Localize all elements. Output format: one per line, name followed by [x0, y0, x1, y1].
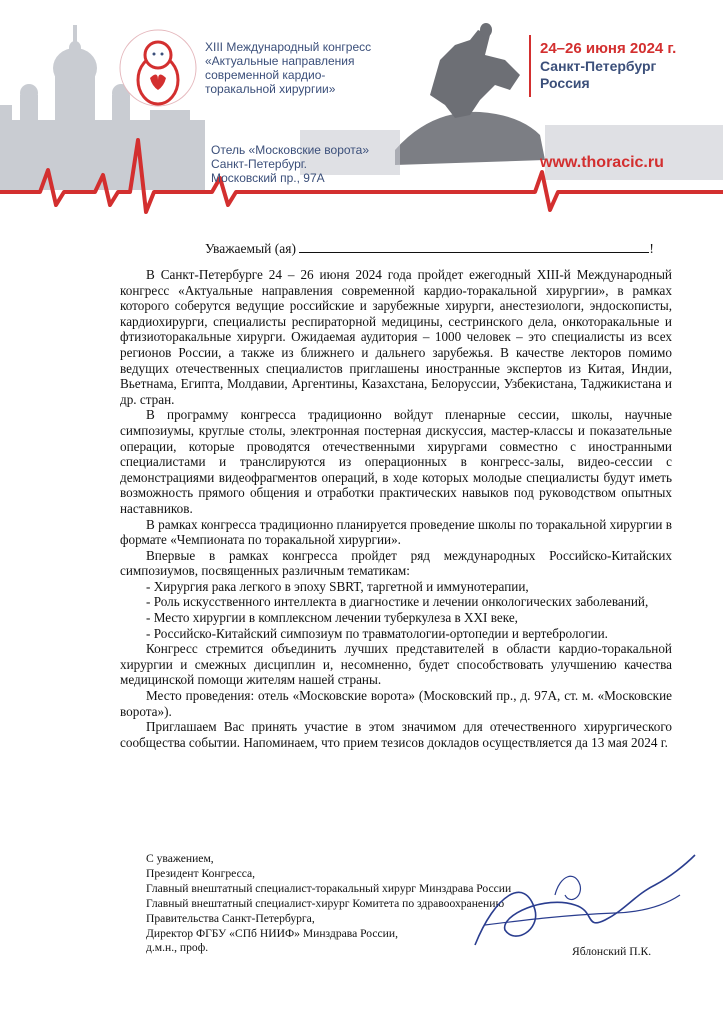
signature-line: Главный внештатный специалист-торакальный хирург Минздрава России: [146, 881, 512, 895]
congress-country: Россия: [540, 75, 590, 91]
paragraph: Место проведения: отель «Московские ворота» (Московский пр., д. 97А, ст. м. «Московские ворота»).: [120, 688, 672, 719]
congress-title-line: торакальной хирургии»: [205, 82, 336, 96]
signature-line: С уважением,: [146, 852, 214, 865]
list-item: - Российско-Китайский симпозиум по травматологии-ортопедии и вертебрологии.: [146, 625, 608, 641]
list-item: - Хирургия рака легкого в эпоху SBRT, таргетной и иммунотерапии,: [146, 578, 529, 594]
list-item: - Место хирургии в комплексном лечении туберкулеза в XXI веке,: [146, 610, 518, 626]
signature-line: Главный внештатный специалист-хирург Комитета по здравоохранению: [146, 896, 505, 910]
congress-title: [205, 40, 435, 96]
venue-line: Санкт-Петербург.: [211, 157, 307, 171]
greeting-prefix: Уважаемый (ая): [205, 241, 296, 256]
letter-body: [120, 267, 672, 750]
paragraph: В Санкт-Петербурге 24 – 26 июня 2024 года пройдет ежегодный XIII-й Международный конгресс «Актуальные направления современной кардио-торакальной хирургии», в рамках которого соберутся ведущие российские и зарубежные хирурги, анестезиологи, эндоскописты, кардиохирурги, специалисты респираторной медицины, сестринского дела, онкоторакальные и фтизиоторакальные хирурги. Ожидаемая аудитория – 1000 человек – это специалисты из всех регионов России, а также из ближнего и дальнего зарубежья. В качестве лекторов помимо ведущих отечественных специалистов приглашены иностранные экспертов из Китая, Индии, Вьетнама, Египта, Молдавии, Аргентины, Казахстана, Белоруссии, Узбекистана, Таджикистана и др. стран.: [120, 267, 672, 407]
signature-line: д.м.н., проф.: [146, 941, 209, 955]
matryoshka-logo-icon: [120, 30, 196, 106]
signature-line: Правительства Санкт-Петербурга,: [146, 911, 315, 925]
list-item: - Роль искусственного интеллекта в диагностике и лечении онкологических заболеваний,: [146, 594, 649, 610]
congress-title-line: современной кардио-: [205, 68, 326, 82]
paragraph: В программу конгресса традиционно войдут пленарные сессии, школы, научные симпозиумы, круглые столы, электронная постерная дискуссия, мастер-классы и показательные операции, которые проводятся отечественными хирургами совместно с иностранными специалистами и транслируются из операционных в конгресс-залы, видео-сессии с демонстрациями видеофрагментов операций, в ходе которых молодые специалисты будут иметь возможность прямого общения и отработки практических навыков под руководством опытных наставников.: [120, 407, 672, 516]
venue-line: Отель «Московские ворота»: [211, 143, 370, 157]
greeting-suffix: !: [649, 241, 654, 256]
paragraph: Приглашаем Вас принять участие в этом значимом для отечественного хирургического сообщества событии. Напоминаем, что прием тезисов докладов осуществляется да 13 мая 2024 г.: [120, 719, 672, 750]
signature-line: Директор ФГБУ «СПб НИИФ» Минздрава России,: [146, 926, 398, 940]
congress-title-line: «Актуальные направления: [205, 54, 355, 68]
paragraph: В рамках конгресса традиционно планируется проведение школы по торакальной хирургии в формате «Чемпионата по торакальной хирургии».: [120, 516, 672, 548]
congress-title-line: XIII Международный конгресс: [205, 40, 372, 54]
letterhead: [0, 0, 723, 215]
signature-line: Президент Конгресса,: [146, 866, 256, 880]
header-divider: [529, 35, 531, 97]
venue-line: Московский пр., 97А: [211, 171, 325, 185]
dates-block: [540, 40, 720, 92]
website-link[interactable]: www.thoracic.ru: [540, 154, 664, 171]
addressee-blank: [299, 240, 649, 253]
paragraph: Впервые в рамках конгресса пройдет ряд международных Российско-Китайских симпозиумов, посвященных различным тематикам:: [120, 547, 672, 579]
paragraph: Конгресс стремится объединить лучших представителей в области кардио-торакальной хирургии и смежных дисциплин и, несомненно, будет способствовать улучшению качества медицинской помощи жителям нашей страны.: [120, 641, 672, 688]
signer-name: Яблонский П.К.: [572, 945, 652, 958]
venue-block: [211, 143, 421, 185]
congress-city: Санкт-Петербург: [540, 58, 657, 74]
congress-dates: 24–26 июня 2024 г.: [540, 40, 677, 57]
greeting: [205, 240, 654, 257]
